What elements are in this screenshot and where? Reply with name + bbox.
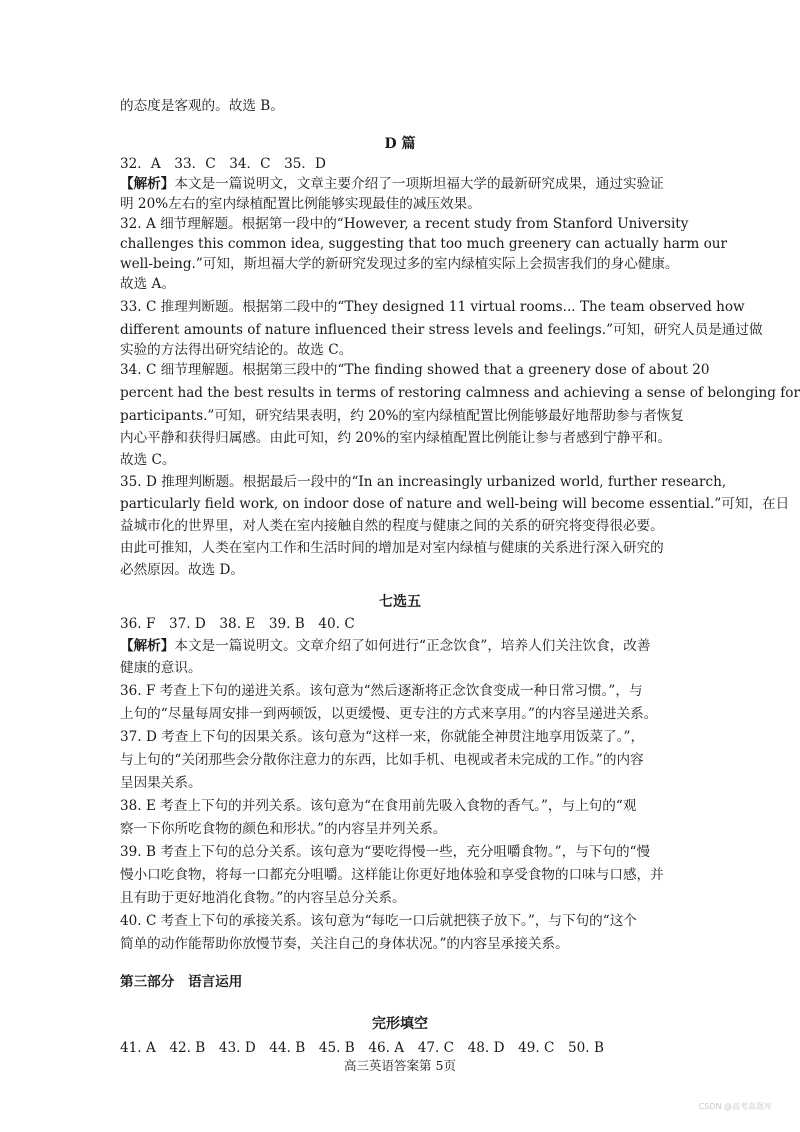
section-7-item-line: 与上句的“关闭那些会分散你注意力的东西，比如手机、电视或者未完成的工作。”的内容 [120, 752, 644, 768]
section-7-item-line: 37. D 考查上下句的因果关系。该句意为“这样一来，你就能全神贯注地享用饭菜了。”， [120, 729, 645, 745]
section-d-item-line: particularly field work, on indoor dose of nature and well-being will become essential.”可知，在日 [120, 496, 790, 512]
section-d-item-line: 实验的方法得出研究结论的。故选 C。 [120, 342, 353, 358]
section-7-item-line: 慢小口吃食物，将每一口都充分咀嚼。这样能让你更好地体验和享受食物的口味与口感，并 [120, 867, 664, 883]
section-d-item-line: well-being.”可知，斯坦福大学的新研究发现过多的室内绿植实际上会损害我们的身心健康。 [120, 256, 679, 272]
analysis-label: 【解析】 [120, 176, 175, 192]
section-7-item-line: 36. F 考查上下句的递进关系。该句意为“然后逐渐将正念饮食变成一种日常习惯。”，与 [120, 683, 643, 699]
section-d-item-line: percent had the best results in terms of restoring calmness and achieving a sense of belonging for [120, 385, 800, 401]
section-d-item-line: 益城市化的世界里，对人类在室内接触自然的程度与健康之间的关系的研究将变得很必要。 [120, 518, 664, 534]
section-7-answers: 36. F 37. D 38. E 39. B 40. C [120, 616, 355, 632]
section-d-analysis-line-1: 【解析】本文是一篇说明文，文章主要介绍了一项斯坦福大学的最新研究成果，通过实验证 [120, 176, 664, 192]
section-d-item-line: 故选 C。 [120, 452, 176, 468]
section-d-item-line: 内心平静和获得归属感。由此可知，约 20%的室内绿植配置比例能让参与者感到宁静平和。 [120, 430, 672, 446]
section-d-title: D 篇 [384, 136, 416, 152]
cloze-answers: 41. A 42. B 43. D 44. B 45. B 46. A 47. C 48. D 49. C 50. B [120, 1040, 604, 1056]
section-d-item-line: 由此可推知，人类在室内工作和生活时间的增加是对室内绿植与健康的关系进行深入研究的 [120, 540, 664, 556]
section-7-analysis-line-2: 健康的意识。 [120, 660, 202, 676]
section-d-item-line: 必然原因。故选 D。 [120, 562, 244, 578]
section-d-item-line: participants.”可知，研究结果表明，约 20%的室内绿植配置比例能够最好地帮助参与者恢复 [120, 408, 684, 424]
section-d-analysis-line-2: 明 20%左右的室内绿植配置比例能够实现最佳的减压效果。 [120, 196, 481, 212]
section-d-item-line: challenges this common idea, suggesting that too much greenery can actually harm our [120, 236, 728, 252]
section-7-item-line: 40. C 考查上下句的承接关系。该句意为“每吃一口后就把筷子放下。”，与下句的“这个 [120, 913, 637, 929]
section-d-answers: 32．A 33．C 34．C 35．D [120, 156, 326, 172]
section-7-item-line: 察一下你所吃食物的颜色和形状。”的内容呈并列关系。 [120, 821, 447, 837]
page-footer: 高三英语答案第 5页 [344, 1058, 456, 1073]
watermark: CSDN @高考真题库 [698, 1102, 772, 1111]
cloze-title: 完形填空 [372, 1016, 428, 1032]
section-7-item-line: 简单的动作能帮助你放慢节奏，关注自己的身体状况。”的内容呈承接关系。 [120, 936, 569, 952]
section-7-item-line: 上句的“尽量每周安排一到两顿饭，以更缓慢、更专注的方式来享用。”的内容呈递进关系。 [120, 706, 658, 722]
section-d-item-line: 32. A 细节理解题。根据第一段中的“However, a recent study from Stanford University [120, 216, 689, 232]
section-d-item-line: different amounts of nature influenced their stress levels and feelings.”可知，研究人员是通过做 [120, 322, 763, 338]
section-7-title: 七选五 [379, 594, 421, 610]
section-d-item-line: 35. D 推理判断题。根据最后一段中的“In an increasingly urbanized world, further research, [120, 474, 727, 490]
section-7-item-line: 39. B 考查上下句的总分关系。该句意为“要吃得慢一些，充分咀嚼食物。”，与下句的“慢 [120, 844, 651, 860]
part-3-heading: 第三部分 语言运用 [120, 974, 243, 990]
section-d-item-line: 34. C 细节理解题。根据第三段中的“The finding showed that a greenery dose of about 20 [120, 362, 710, 378]
section-d-item-line: 故选 A。 [120, 276, 175, 292]
section-d-item-line: 33. C 推理判断题。根据第二段中的“They designed 11 virtual rooms... The team observed how [120, 299, 745, 315]
section-7-item-line: 38. E 考查上下句的并列关系。该句意为“在食用前先吸入食物的香气。”，与上句的“观 [120, 798, 637, 814]
section-7-item-line: 呈因果关系。 [120, 775, 202, 791]
section-7-analysis-line-1: 【解析】本文是一篇说明文。文章介绍了如何进行“正念饮食”，培养人们关注饮食，改善 [120, 638, 651, 654]
carryover-line: 的态度是客观的。故选 B。 [120, 98, 284, 114]
section-7-item-line: 且有助于更好地消化食物。”的内容呈总分关系。 [120, 890, 406, 906]
analysis-label: 【解析】 [120, 638, 175, 654]
